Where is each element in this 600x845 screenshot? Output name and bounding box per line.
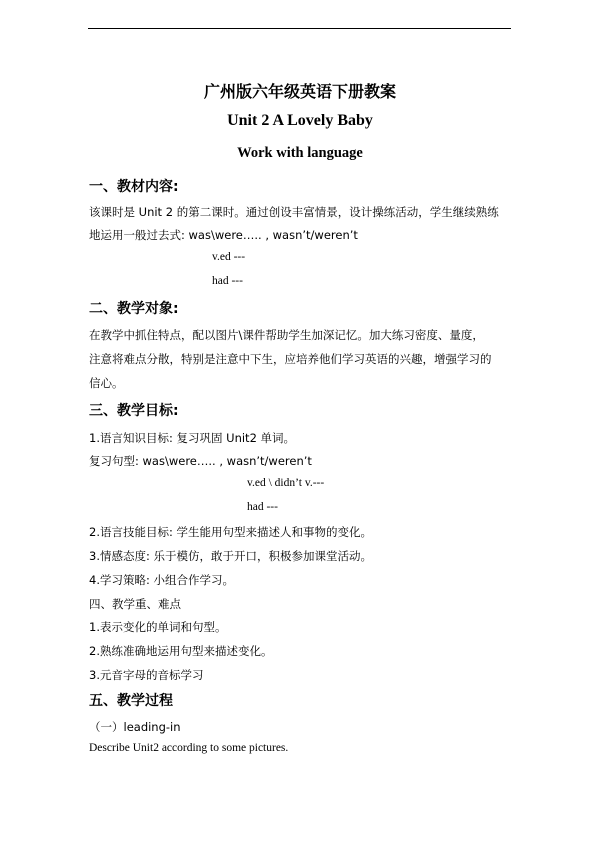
section2-line3: 信心。 — [89, 376, 124, 390]
section4-heading: 四、教学重、难点 — [89, 597, 181, 611]
section1-heading: 一、教材内容: — [89, 179, 179, 195]
section3-review2: v.ed \ didn’t v.--- — [247, 477, 325, 489]
section5-sub1: （一）leading-in — [89, 720, 181, 734]
section4-item3: 3.元音字母的音标学习 — [89, 668, 204, 682]
section1-line4: had --- — [212, 275, 243, 287]
section5-line1: Describe Unit2 according to some pictures. — [89, 742, 289, 754]
section3-goal2: 2.语言技能目标: 学生能用句型来描述人和事物的变化。 — [89, 525, 372, 539]
section5-heading: 五、教学过程 — [89, 693, 173, 709]
section3-review3: had --- — [247, 501, 278, 513]
section1-line1: 该课时是 Unit 2 的第二课时。通过创设丰富情景，设计操练活动，学生继续熟练 — [89, 205, 499, 219]
section1-line2: 地运用一般过去式: was\were….. , wasn’t/weren’t — [89, 228, 358, 242]
section1-line3: v.ed --- — [212, 251, 246, 263]
section3-goal1: 1.语言知识目标: 复习巩固 Unit2 单词。 — [89, 431, 296, 445]
section2-line2: 注意将难点分散，特别是注意中下生，应培养他们学习英语的兴趣，增强学习的 — [89, 352, 492, 366]
unit-title: Unit 2 A Lovely Baby — [227, 112, 373, 129]
section2-heading: 二、教学对象: — [89, 301, 179, 317]
header-rule — [88, 28, 511, 29]
section3-review: 复习句型: was\were….. , wasn’t/weren’t — [89, 454, 312, 468]
section3-goal3: 3.情感态度: 乐于模仿，敢于开口，积极参加课堂活动。 — [89, 549, 372, 563]
lesson-title: Work with language — [237, 145, 363, 161]
section3-goal4: 4.学习策略: 小组合作学习。 — [89, 573, 235, 587]
section2-line1: 在教学中抓住特点，配以图片\课件帮助学生加深记忆。加大练习密度、量度， — [89, 328, 484, 342]
document-title: 广州版六年级英语下册教案 — [203, 82, 396, 101]
section4-item1: 1.表示变化的单词和句型。 — [89, 620, 227, 634]
section4-item2: 2.熟练准确地运用句型来描述变化。 — [89, 644, 273, 658]
section3-heading: 三、教学目标: — [89, 403, 179, 419]
